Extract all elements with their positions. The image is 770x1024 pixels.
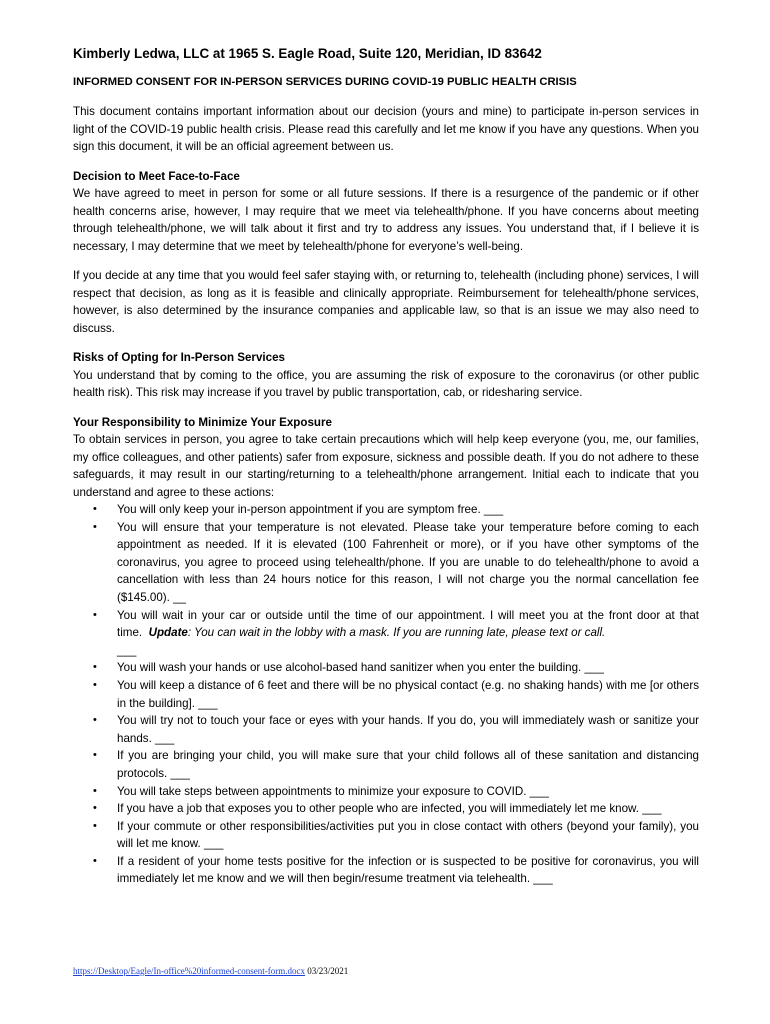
section-heading-risks: Risks of Opting for In-Person Services [73, 351, 285, 364]
decision-paragraph-1: We have agreed to meet in person for some or all future sessions. If there is a resurgence of the pandemic or if other health concerns arise, however, I may require that we meet via telehealth/phone. If you have concerns about meeting through telehealth/phone, we will talk about it first and try to address any issues. You understand that, if I believe it is necessary, I may determine that we meet by telehealth/phone for everyone’s well-being. [73, 187, 699, 253]
list-item: • You will take steps between appointments to minimize your exposure to COVID. ___ [73, 783, 699, 801]
document-title: INFORMED CONSENT FOR IN-PERSON SERVICES DURING COVID-19 PUBLIC HEALTH CRISIS [73, 76, 577, 88]
bullet-icon: • [93, 520, 97, 533]
document-path-link[interactable]: https://Desktop/Eagle/In-office%20informed-consent-form.docx [73, 966, 306, 976]
bullet-icon: • [93, 749, 97, 762]
responsibility-paragraph: To obtain services in person, you agree to take certain precautions which will help keep everyone (you, me, our families, my office colleagues, and other patients) safer from exposure, sickness and possible death. If you do not adhere to these safeguards, it may result in our starting/returning to a telehealth/phone arrangement. Initial each to indicate that you understand and agree to these actions: [73, 433, 699, 499]
update-label: Update [148, 626, 188, 640]
section-heading-decision: Decision to Meet Face-to-Face [73, 169, 240, 183]
bullet-icon: • [93, 608, 97, 621]
initial-blank: ___ [117, 643, 137, 657]
bullet-icon: • [93, 714, 97, 727]
update-note: Update: You can wait in the lobby with a mask. If you are running late, please text or call. [148, 626, 606, 640]
bullet-icon: • [93, 503, 97, 515]
risks-paragraph: You understand that by coming to the office, you are assuming the risk of exposure to the coronavirus (or other public health risk). This risk may increase if you travel by public transportation, cab, or ridesharing service. [73, 368, 699, 399]
page-footer [73, 965, 348, 977]
list-item: • You will wait in your car or outside until the time of our appointment. I will meet you at the front door at that time. Update: You can wait in the lobby with a mask. If you are running late, please text or call. ___ [93, 608, 699, 657]
list-item: • You will keep a distance of 6 feet and there will be no physical contact (e.g. no shaking hands) with me [or others in the building]. ___ [93, 678, 699, 710]
list-item: • If your commute or other responsibilities/activities put you in close contact with others (beyond your family), you will let me know. ___ [93, 819, 699, 851]
intro-paragraph: This document contains important information about our decision (yours and mine) to participate in-person services in light of the COVID-19 public health crisis. Please read this carefully and let me know if you have any questions. When you sign this document, it will be an official agreement between us. [73, 105, 699, 153]
bullet-icon: • [93, 819, 97, 832]
list-item: • You will wash your hands or use alcohol-based hand sanitizer when you enter the building. ___ [73, 659, 699, 677]
footer-date: 03/23/2021 [307, 966, 349, 976]
section-heading-responsibility: Your Responsibility to Minimize Your Exposure [73, 415, 332, 429]
list-item: • If a resident of your home tests positive for the infection or is suspected to be positive for coronavirus, you will immediately let me know and we will then begin/resume treatment via telehealth. ___ [93, 854, 699, 886]
bullet-icon: • [93, 854, 97, 867]
bullet-icon: • [93, 802, 97, 815]
practice-header: Kimberly Ledwa, LLC at 1965 S. Eagle Road, Suite 120, Meridian, ID 83642 [73, 46, 542, 61]
list-item: • You will try not to touch your face or eyes with your hands. If you do, you will immediately wash or sanitize your hands. ___ [93, 714, 699, 745]
bullet-icon: • [93, 661, 97, 674]
list-item: • You will ensure that your temperature is not elevated. Please take your temperature before coming to each appointment as needed. If it is elevated (100 Fahrenheit or more), or if you have other symptoms of the coronavirus, you agree to proceed using telehealth/phone. If you are unable to do telehealth/phone to avoid a cancellation with less than 24 hours notice for this reason, I will not charge you the normal cancellation fee ($145.00). __ [93, 520, 699, 604]
list-item: • If you have a job that exposes you to other people who are infected, you will immediately let me know. ___ [73, 800, 699, 818]
precautions-list [73, 501, 699, 888]
bullet-icon: • [93, 784, 97, 797]
bullet-icon: • [93, 678, 97, 691]
decision-paragraph-2: If you decide at any time that you would feel safer staying with, or returning to, telehealth (including phone) services, I will respect that decision, as long as it is feasible and clinically appropriate. Reimbursement for telehealth/phone services, however, is also determined by the insurance companies and applicable law, so that is an issue we may also need to discuss. [73, 269, 699, 335]
list-item: • If you are bringing your child, you will make sure that your child follows all of these sanitation and distancing protocols. ___ [93, 749, 699, 780]
list-item: • You will only keep your in-person appointment if you are symptom free. ___ [73, 501, 699, 519]
document-page [73, 44, 699, 888]
